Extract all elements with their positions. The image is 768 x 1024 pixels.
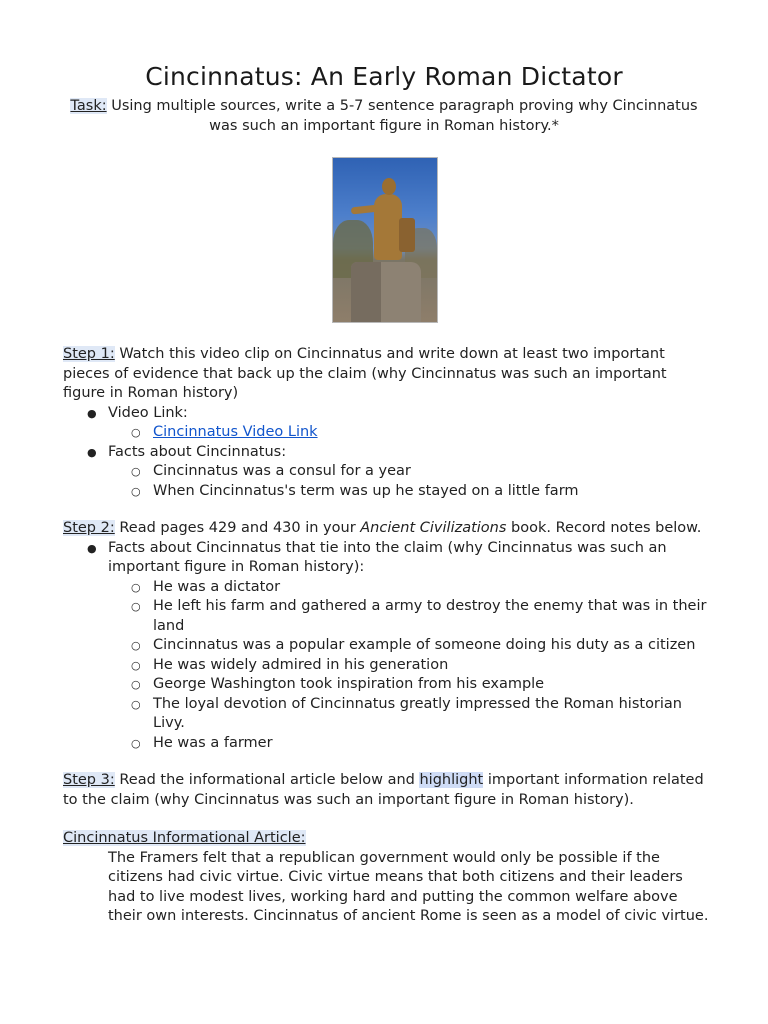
step1-label: Step 1: — [63, 346, 115, 362]
page-title: Cincinnatus: An Early Roman Dictator — [145, 62, 623, 91]
highlight-word: highlight — [419, 772, 484, 788]
filled-bullet-icon: ● — [87, 541, 97, 555]
article-section — [63, 829, 713, 927]
list-item: ○ The loyal devotion of Cincinnatus greatly impressed the Roman historian Livy. — [131, 695, 683, 731]
hollow-bullet-icon: ○ — [131, 678, 141, 691]
hollow-bullet-icon: ○ — [131, 658, 141, 672]
cincinnatus-statue-image — [332, 157, 438, 323]
step3-label: Step 3: — [63, 772, 115, 788]
list-item: ○ He was a farmer — [63, 734, 713, 754]
list-item: ○ He was a dictator — [63, 578, 713, 598]
step1-section — [63, 345, 713, 501]
hollow-bullet-icon: ○ — [131, 736, 141, 750]
facts-heading-item: ● Facts about Cincinnatus: — [63, 443, 713, 463]
task-label: Task: — [70, 98, 107, 114]
list-item: ○ He left his farm and gathered a army to destroy the enemy that was in their land — [131, 598, 707, 634]
filled-bullet-icon: ● — [87, 406, 97, 420]
article-body: The Framers felt that a republican government would only be possible if the citizens had civic virtue. Civic virtue means that both citizens and their leaders had to live modest lives, working hard and putting the common welfare above their own interests. Cincinnatus of ancient Rome is seen as a model of civic virtue. — [108, 849, 709, 924]
step2-label: Step 2: — [63, 520, 115, 536]
hollow-bullet-icon: ○ — [131, 465, 141, 478]
list-item: ○ He was widely admired in his generation — [63, 656, 713, 676]
article-heading: Cincinnatus Informational Article: — [63, 830, 306, 846]
hollow-bullet-icon: ○ — [131, 600, 141, 613]
task-text: Using multiple sources, write a 5-7 sentence paragraph proving why Cincinnatus was such an important figure in Roman history.* — [106, 98, 698, 134]
list-item: ○ George Washington took inspiration from his example — [63, 675, 713, 695]
hollow-bullet-icon: ○ — [131, 697, 141, 711]
video-link-subitem — [63, 423, 713, 443]
step3-paragraph: Step 3: Read the informational article below and highlight important information related to the claim (why Cincinnatus was such an important figure in Roman history). — [63, 772, 704, 808]
video-link-item: ● Video Link: — [63, 404, 713, 424]
facts-heading-item: ● Facts about Cincinnatus that tie into the claim (why Cincinnatus was such an important figure in Roman history): — [87, 539, 667, 575]
step2-paragraph: Step 2: Read pages 429 and 430 in your Ancient Civilizations book. Record notes below. — [63, 520, 702, 536]
step1-text: Watch this video clip on Cincinnatus and write down at least two important pieces of evidence that back up the claim (why Cincinnatus was such an important figure in Roman history) — [63, 346, 667, 401]
step1-paragraph — [63, 345, 713, 404]
cincinnatus-video-link[interactable]: Cincinnatus Video Link — [153, 424, 318, 440]
hollow-bullet-icon: ○ — [131, 580, 141, 594]
step2-section — [63, 519, 713, 753]
list-item: ○ When Cincinnatus's term was up he stayed on a little farm — [63, 482, 713, 502]
list-item: ○ Cincinnatus was a popular example of someone doing his duty as a citizen — [63, 636, 713, 656]
list-item: ○ Cincinnatus was a consul for a year — [63, 462, 713, 482]
book-title: Ancient Civilizations — [360, 520, 507, 536]
step3-section — [63, 771, 713, 810]
hollow-bullet-icon: ○ — [131, 426, 141, 439]
task-paragraph — [70, 96, 698, 136]
hollow-bullet-icon: ○ — [131, 639, 141, 652]
hollow-bullet-icon: ○ — [131, 484, 141, 498]
filled-bullet-icon: ● — [87, 445, 97, 459]
